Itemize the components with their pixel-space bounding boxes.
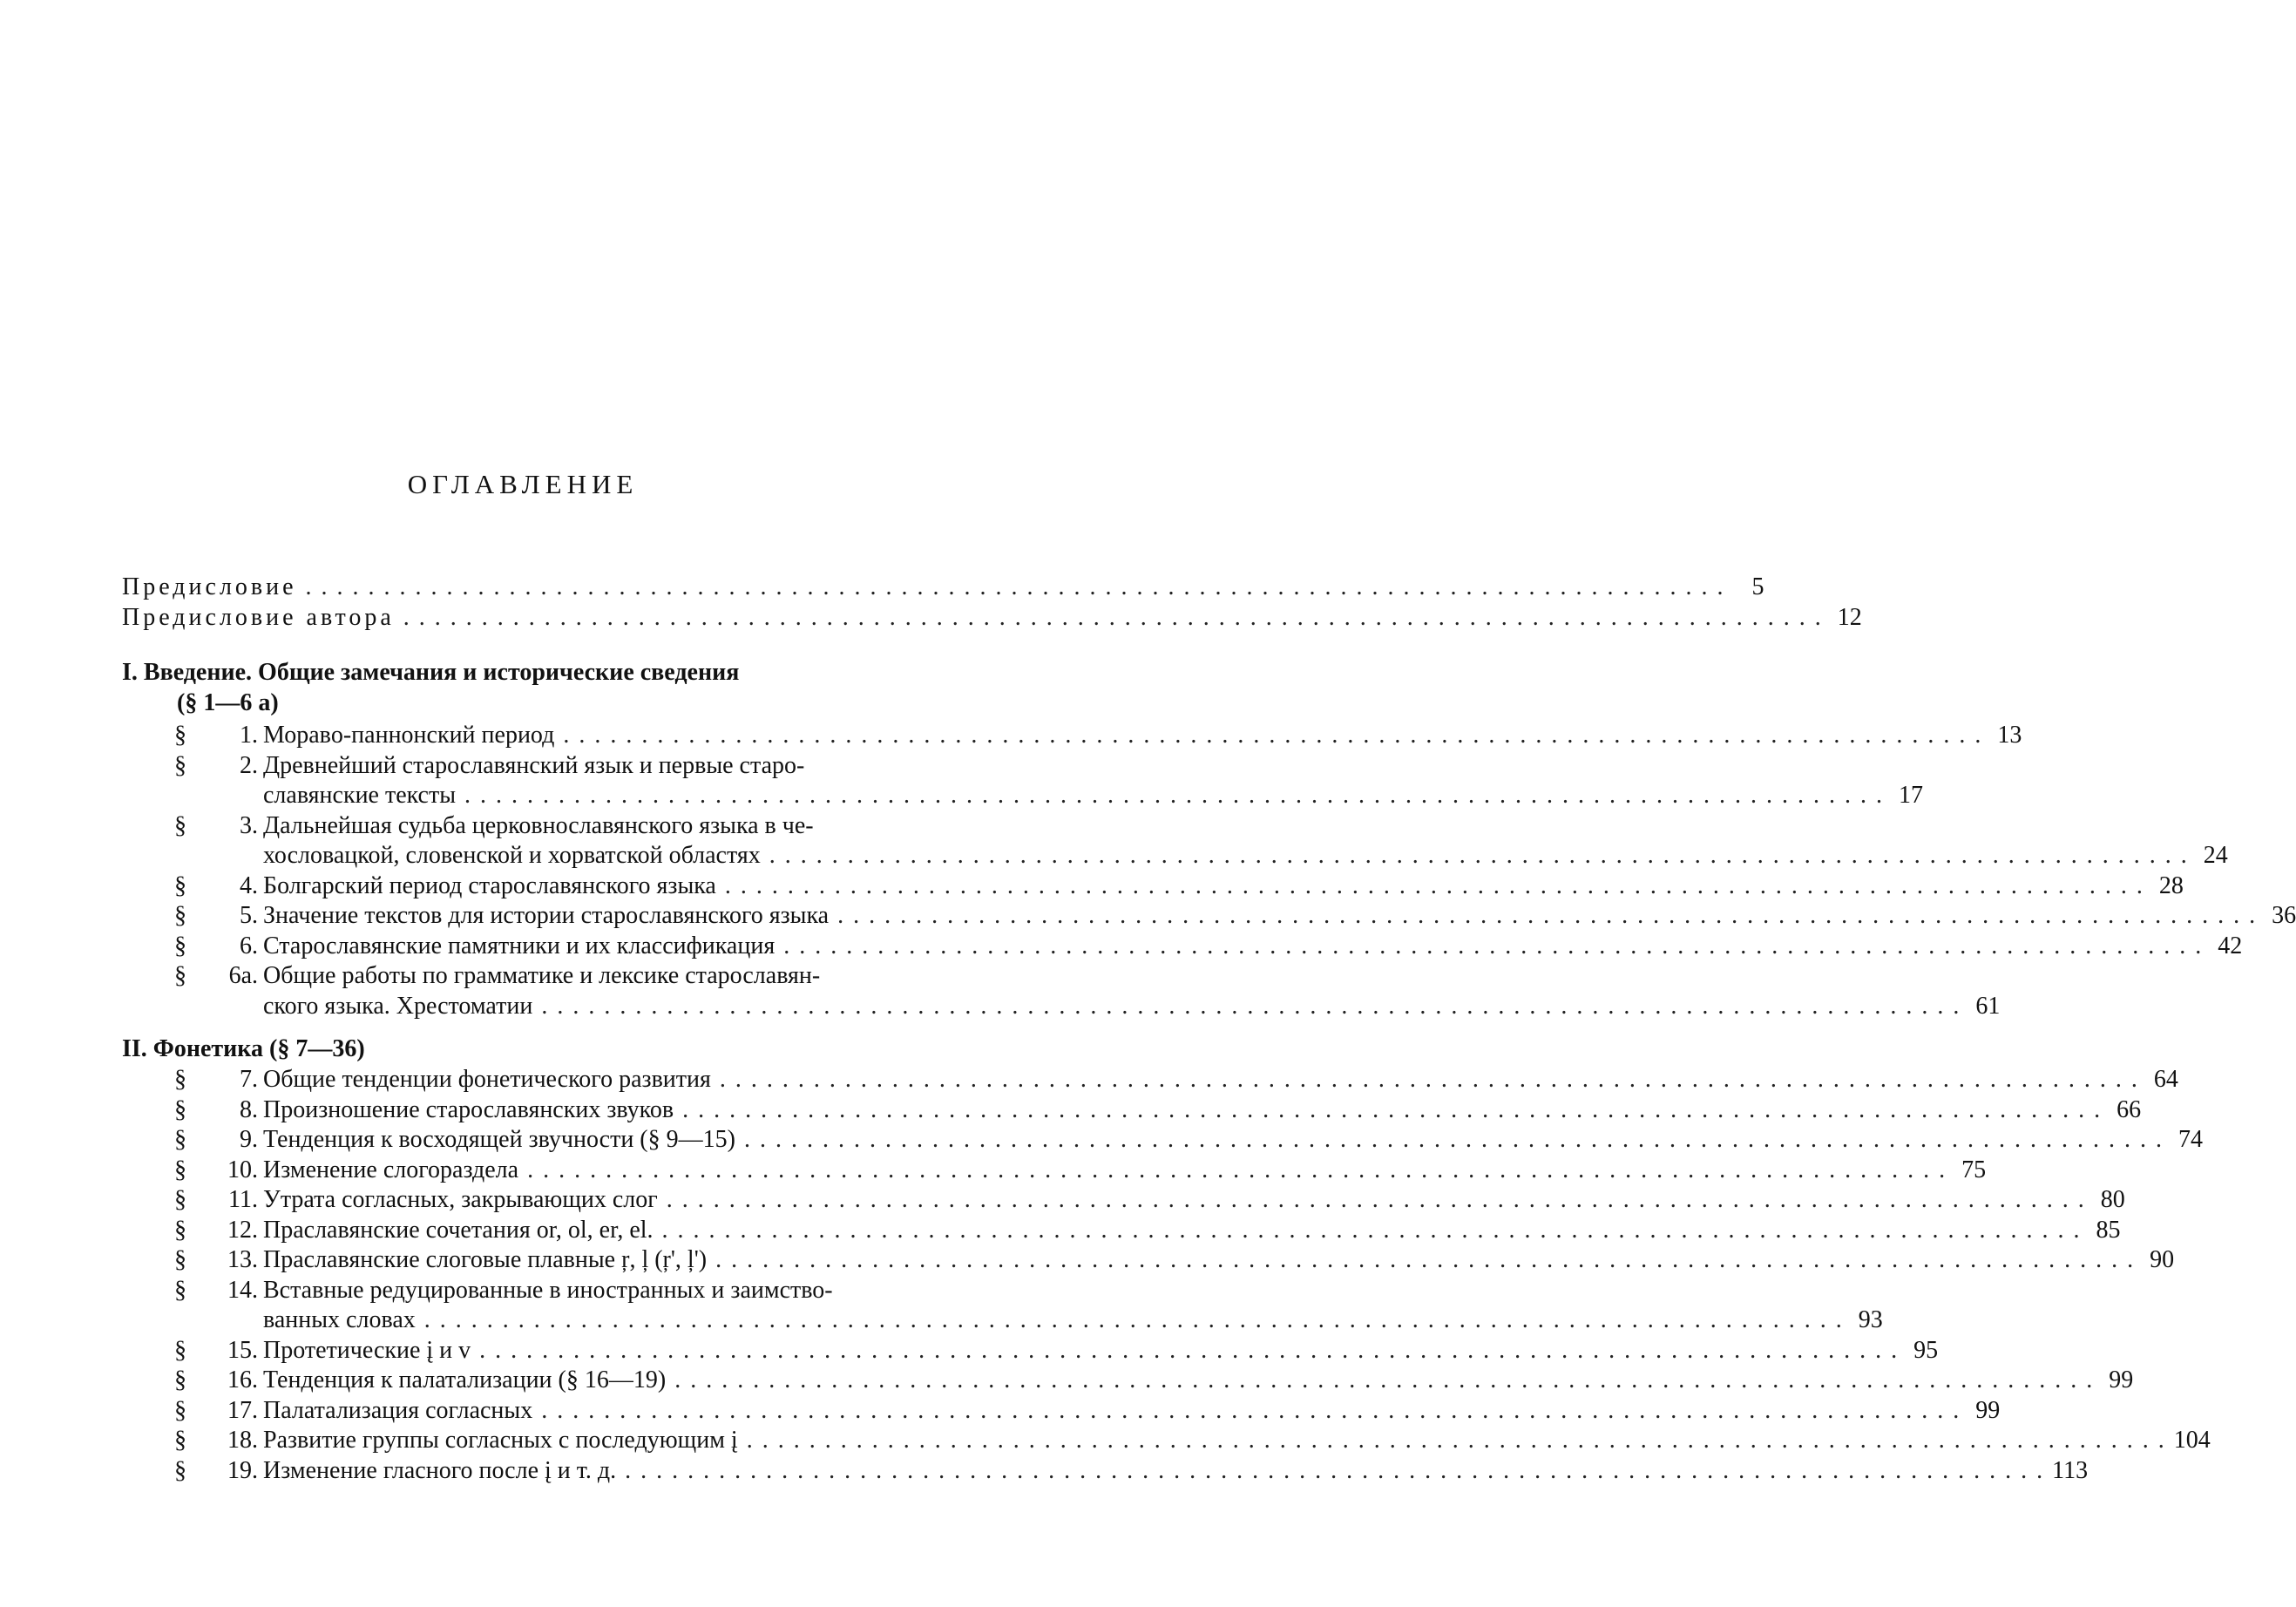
- page-number: 24: [2203, 842, 2228, 869]
- page-number: 28: [2158, 871, 2184, 899]
- section-entry: [263, 1216, 2121, 1248]
- page-number: 13: [1997, 722, 2022, 749]
- section-title-continuation: ванных словах: [263, 1306, 416, 1333]
- dot-leader: ...........................................................................................: [769, 842, 2197, 869]
- section-entry: [263, 1396, 2001, 1428]
- section-title: Болгарский период старославянского языка: [263, 871, 716, 899]
- section-sign: §: [174, 1156, 186, 1183]
- section-entry: [263, 992, 2001, 1024]
- section-entry: [263, 871, 2184, 904]
- section-entry: [263, 1246, 2175, 1278]
- section-title: Праславянские слоговые плавные ŗ, ļ (ŗ', ļ'): [263, 1246, 708, 1273]
- section-title: Моравo-паннонский период: [263, 722, 555, 749]
- section-number: 5.: [240, 902, 258, 929]
- dot-leader: ...........................................................................................: [682, 1095, 2110, 1123]
- section-number: 13.: [227, 1246, 258, 1273]
- section-entry: [263, 1066, 2178, 1097]
- dot-leader: ...........................................................................................: [305, 573, 1733, 600]
- dot-leader: ...........................................................................................: [837, 902, 2266, 929]
- section-sign: §: [174, 902, 186, 929]
- section-sign: §: [174, 871, 186, 899]
- section-title: Произношение старославянских звуков: [263, 1095, 674, 1123]
- page-number: 85: [2096, 1216, 2121, 1244]
- section-sign: §: [174, 1216, 186, 1244]
- page-number: 17: [1899, 782, 1924, 809]
- section-number: 8.: [240, 1095, 258, 1123]
- section-title: Палатализация согласных: [263, 1396, 533, 1424]
- section-title: Значение текстов для истории старославянского языка: [263, 902, 830, 929]
- part-title-introduction: I. Введение. Общие замечания и исторические сведения: [122, 659, 740, 686]
- section-sign: §: [174, 751, 186, 779]
- section-title: Праславянские сочетания or, ol, er, el.: [263, 1216, 654, 1244]
- dot-leader: ...........................................................................................: [464, 782, 1893, 809]
- page-number: 5: [1751, 573, 1764, 600]
- dot-leader: ...........................................................................................: [783, 932, 2211, 959]
- section-number: 19.: [227, 1456, 258, 1484]
- section-sign: §: [174, 1095, 186, 1123]
- section-number: 12.: [227, 1216, 258, 1244]
- entry-title: Предисловие: [122, 573, 297, 600]
- dot-leader: ...........................................................................................: [719, 1066, 2147, 1093]
- section-title: Вставные редуцированные в иностранных и заимство-: [263, 1276, 833, 1304]
- section-number: 14.: [227, 1276, 258, 1304]
- section-number: 9.: [240, 1126, 258, 1153]
- section-title: Дальнейшая судьба церковнославянского языка в че-: [263, 811, 814, 839]
- section-number: 16.: [227, 1366, 258, 1393]
- section-entry: [263, 932, 2243, 964]
- section-title: Общие работы по грамматике и лексике старославян-: [263, 962, 821, 989]
- section-entry: [263, 1336, 1939, 1368]
- section-entry: [263, 1456, 2089, 1488]
- dot-leader: ...........................................................................................: [527, 1156, 1955, 1183]
- page-number: 93: [1858, 1306, 1883, 1333]
- section-sign: §: [174, 811, 186, 839]
- section-number: 2.: [240, 751, 258, 779]
- entry-title: Предисловие автора: [122, 604, 395, 631]
- dot-leader: ...........................................................................................: [423, 1306, 1852, 1333]
- section-title: Тенденция к восходящей звучности (§ 9—15): [263, 1126, 735, 1153]
- section-entry: [263, 902, 2296, 933]
- dot-leader: ...........................................................................................: [479, 1336, 1907, 1364]
- dot-leader: ...........................................................................................: [625, 1456, 2053, 1484]
- section-title: Изменение гласного после į и т. д.: [263, 1456, 617, 1484]
- part-title-phonetics: II. Фонетика (§ 7—36): [122, 1035, 365, 1062]
- section-title: Изменение слогораздела: [263, 1156, 519, 1183]
- section-entry: [263, 1186, 2125, 1217]
- section-title: Древнейший старославянский язык и первые старо-: [263, 751, 805, 779]
- page-number: 12: [1837, 604, 1862, 631]
- section-sign: §: [174, 722, 186, 749]
- section-sign: §: [174, 932, 186, 959]
- page-number: 66: [2117, 1095, 2142, 1123]
- section-title-continuation: хословацкой, словенской и хорватской областях: [263, 842, 761, 869]
- section-number: 15.: [227, 1336, 258, 1364]
- page-number: 99: [1975, 1396, 2001, 1424]
- section-sign: §: [174, 1396, 186, 1424]
- section-entry: [263, 782, 1924, 813]
- part-title-introduction-range: (§ 1—6 а): [177, 689, 279, 716]
- page-number: 80: [2100, 1186, 2125, 1213]
- page-number: 104: [2173, 1427, 2211, 1454]
- dot-leader: ...........................................................................................: [743, 1126, 2171, 1153]
- section-sign: §: [174, 1246, 186, 1273]
- section-number: 6а.: [228, 962, 258, 989]
- page-number: 61: [1975, 992, 2001, 1020]
- section-sign: §: [174, 962, 186, 989]
- section-title-continuation: ского языка. Хрестоматии: [263, 992, 533, 1020]
- section-title: Протетические į и v: [263, 1336, 471, 1364]
- section-number: 18.: [227, 1427, 258, 1454]
- section-entry: [263, 722, 2022, 753]
- dot-leader: ...........................................................................................: [563, 722, 1991, 749]
- page-number: 64: [2153, 1066, 2178, 1093]
- section-sign: §: [174, 1276, 186, 1304]
- page-number: 75: [1961, 1156, 1987, 1183]
- dot-leader: ...........................................................................................: [661, 1216, 2089, 1244]
- section-number: 11.: [228, 1186, 258, 1213]
- section-entry: [263, 1095, 2142, 1128]
- dot-leader: ...........................................................................................: [541, 992, 1969, 1020]
- section-title: Тенденция к палатализации (§ 16—19): [263, 1366, 667, 1393]
- section-title: Общие тенденции фонетического развития: [263, 1066, 711, 1093]
- section-entry: [263, 1366, 2134, 1398]
- section-number: 10.: [227, 1156, 258, 1183]
- section-number: 17.: [227, 1396, 258, 1424]
- section-sign: §: [174, 1336, 186, 1364]
- section-entry: [263, 1156, 1987, 1188]
- section-entry: [263, 1126, 2203, 1157]
- page-number: 42: [2218, 932, 2243, 959]
- section-title: Развитие группы согласных с последующим į: [263, 1427, 738, 1454]
- section-sign: §: [174, 1427, 186, 1454]
- section-title: Утрата согласных, закрывающих слог: [263, 1186, 658, 1213]
- section-sign: §: [174, 1366, 186, 1393]
- dot-leader: ...........................................................................................: [746, 1427, 2174, 1454]
- section-number: 6.: [240, 932, 258, 959]
- section-number: 7.: [240, 1066, 258, 1093]
- dot-leader: ...........................................................................................: [674, 1366, 2103, 1393]
- section-number: 4.: [240, 871, 258, 899]
- dot-leader: ...........................................................................................: [541, 1396, 1969, 1424]
- page-number: 113: [2052, 1456, 2089, 1484]
- toc-heading: ОГЛАВЛЕНИЕ: [407, 469, 639, 499]
- section-number: 3.: [240, 811, 258, 839]
- page-number: 95: [1913, 1336, 1939, 1364]
- section-entry: [263, 842, 2228, 873]
- section-sign: §: [174, 1456, 186, 1484]
- dot-leader: ...........................................................................................: [666, 1186, 2094, 1213]
- toc-entry-preface: [122, 573, 1764, 605]
- section-entry: [263, 1427, 2211, 1458]
- page-number: 36: [2272, 902, 2296, 929]
- section-sign: §: [174, 1066, 186, 1093]
- section-title-continuation: славянские тексты: [263, 782, 457, 809]
- section-number: 1.: [240, 722, 258, 749]
- section-sign: §: [174, 1186, 186, 1213]
- toc-entry-author-preface: [122, 604, 1862, 635]
- dot-leader: ...........................................................................................: [403, 604, 1831, 631]
- dot-leader: ...........................................................................................: [724, 871, 2152, 899]
- section-entry: [263, 1306, 1883, 1338]
- section-sign: §: [174, 1126, 186, 1153]
- page-number: 74: [2177, 1126, 2203, 1153]
- page-number: 99: [2109, 1366, 2134, 1393]
- dot-leader: ...........................................................................................: [715, 1246, 2144, 1273]
- section-title: Старославянские памятники и их классификация: [263, 932, 775, 959]
- page-number: 90: [2150, 1246, 2175, 1273]
